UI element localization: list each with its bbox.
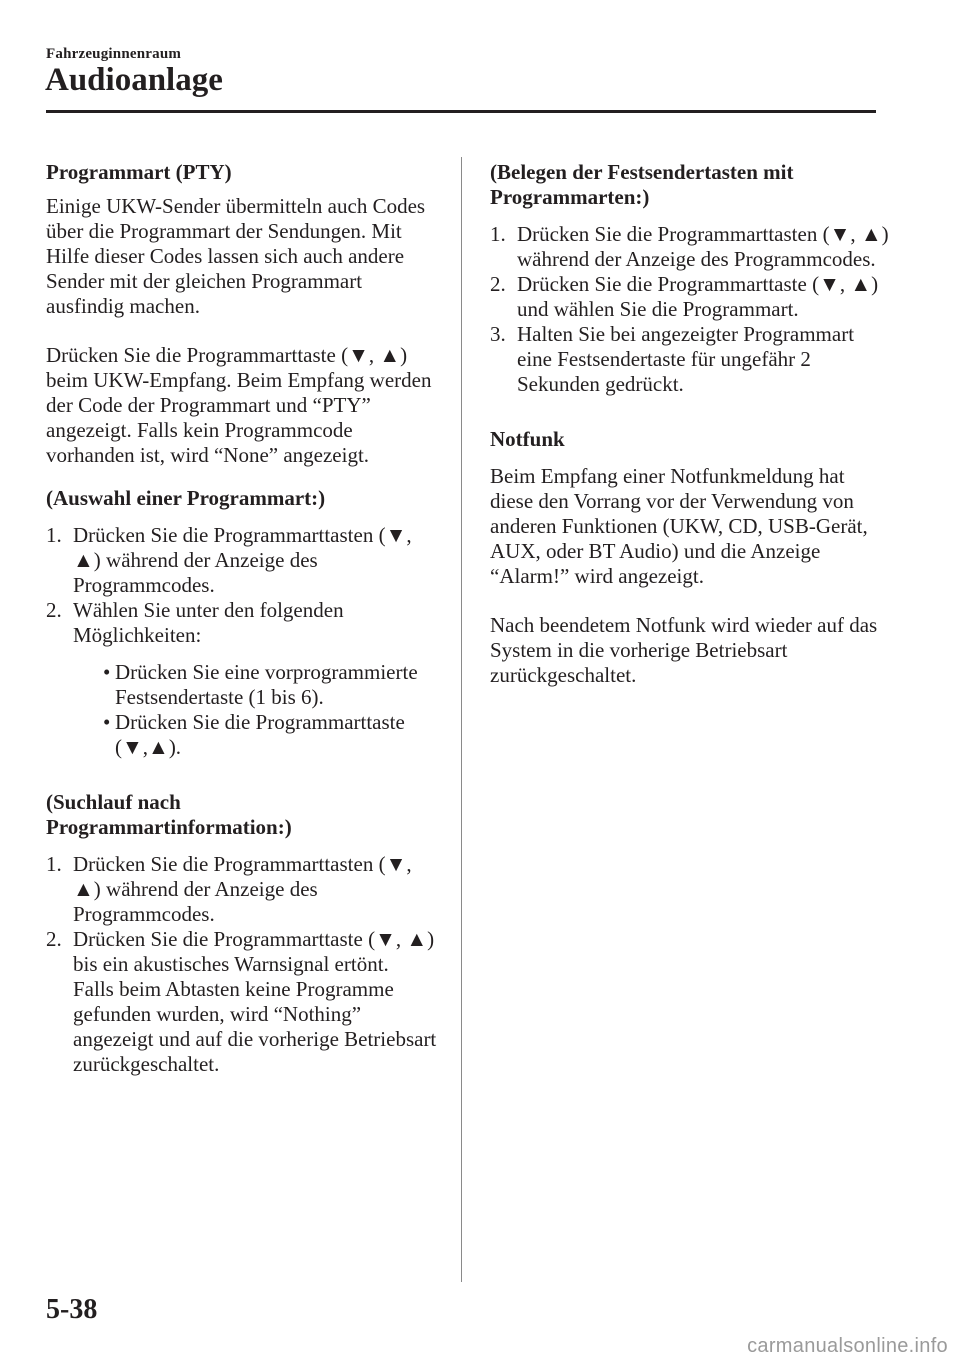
pty-intro-paragraph: Einige UKW-Sender übermitteln auch Codes über die Programmart der Sendungen. Mit Hilfe dieser Codes lassen sich auch andere Sender mit der gleichen Programmart ausfindig machen. xyxy=(46,194,426,318)
emergency-heading: Notfunk xyxy=(490,427,565,451)
pty-heading: Programmart (PTY) xyxy=(46,160,232,184)
bullet: • xyxy=(103,710,111,734)
step-text: Drücken Sie die Programmarttasten (▼, ▲) während der Anzeige des Programmcodes. xyxy=(517,222,889,271)
list-item xyxy=(490,272,890,322)
list-item xyxy=(490,322,890,397)
step-number: 1. xyxy=(46,523,62,547)
step-number: 3. xyxy=(490,322,506,346)
page-number: 5-38 xyxy=(46,1294,98,1325)
page-title: Audioanlage xyxy=(45,62,223,98)
step-text: Halten Sie bei angezeigter Programmart eine Festsendertaste für ungefähr 2 Sekunden gedrückt. xyxy=(517,322,855,396)
select-steps xyxy=(46,523,441,760)
list-item xyxy=(46,523,441,598)
search-heading-line-2: Programmartinformation:) xyxy=(46,815,292,839)
step-number: 2. xyxy=(46,927,62,951)
bullet: • xyxy=(103,660,111,684)
search-heading xyxy=(46,790,441,840)
emergency-paragraph-2: Nach beendetem Notfunk wird wieder auf das System in die vorherige Betriebsart zurückgeschaltet. xyxy=(490,613,878,687)
step-note: Falls beim Abtasten keine Programme gefunden wurden, wird “Nothing” angezeigt und auf die vorherige Betriebsart zurückgeschaltet. xyxy=(73,977,437,1076)
step-text: Drücken Sie die Programmarttaste (▼, ▲) bis ein akustisches Warnsignal ertönt. xyxy=(73,927,435,976)
list-item xyxy=(46,852,441,927)
preset-heading-line-1: (Belegen der Festsendertasten mit xyxy=(490,160,794,184)
step-number: 1. xyxy=(490,222,506,246)
preset-steps xyxy=(490,222,890,397)
step-text: Drücken Sie die Programmarttaste (▼, ▲) und wählen Sie die Programmart. xyxy=(517,272,879,321)
list-item xyxy=(46,927,441,1077)
right-column xyxy=(490,160,890,688)
column-divider xyxy=(461,157,462,1282)
select-options xyxy=(73,660,441,760)
step-text: Drücken Sie die Programmarttasten (▼, ▲) während der Anzeige des Programmcodes. xyxy=(73,523,412,597)
step-number: 1. xyxy=(46,852,62,876)
option-text: Drücken Sie die Programmarttaste (▼,▲). xyxy=(115,710,405,759)
list-item xyxy=(46,598,441,760)
step-text: Wählen Sie unter den folgenden Möglichkeiten: xyxy=(73,598,344,647)
left-column xyxy=(46,160,441,1077)
preset-heading xyxy=(490,160,890,210)
emergency-paragraph-1: Beim Empfang einer Notfunkmeldung hat diese den Vorrang vor der Verwendung von anderen Funktionen (UKW, CD, USB-Gerät, AUX, oder BT Audio) und die Anzeige “Alarm!” wird angezeigt. xyxy=(490,464,868,588)
search-steps xyxy=(46,852,441,1077)
watermark: carmanualsonline.info xyxy=(747,1335,948,1357)
header-rule xyxy=(46,110,876,113)
option-text: Drücken Sie eine vorprogrammierte Festsendertaste (1 bis 6). xyxy=(115,660,418,709)
select-heading: (Auswahl einer Programmart:) xyxy=(46,486,326,510)
pty-usage-paragraph: Drücken Sie die Programmarttaste (▼, ▲) beim UKW-Empfang. Beim Empfang werden der Code der Programmart und “PTY” angezeigt. Falls kein Programmcode vorhanden ist, wird “None” angezeigt. xyxy=(46,343,432,467)
list-item xyxy=(73,710,441,760)
step-number: 2. xyxy=(490,272,506,296)
preset-heading-line-2: Programmarten:) xyxy=(490,185,650,209)
list-item xyxy=(490,222,890,272)
step-text: Drücken Sie die Programmarttasten (▼, ▲) während der Anzeige des Programmcodes. xyxy=(73,852,412,926)
list-item xyxy=(73,660,441,710)
search-heading-line-1: (Suchlauf nach xyxy=(46,790,181,814)
step-number: 2. xyxy=(46,598,62,622)
section-label: Fahrzeuginnenraum xyxy=(46,46,182,62)
